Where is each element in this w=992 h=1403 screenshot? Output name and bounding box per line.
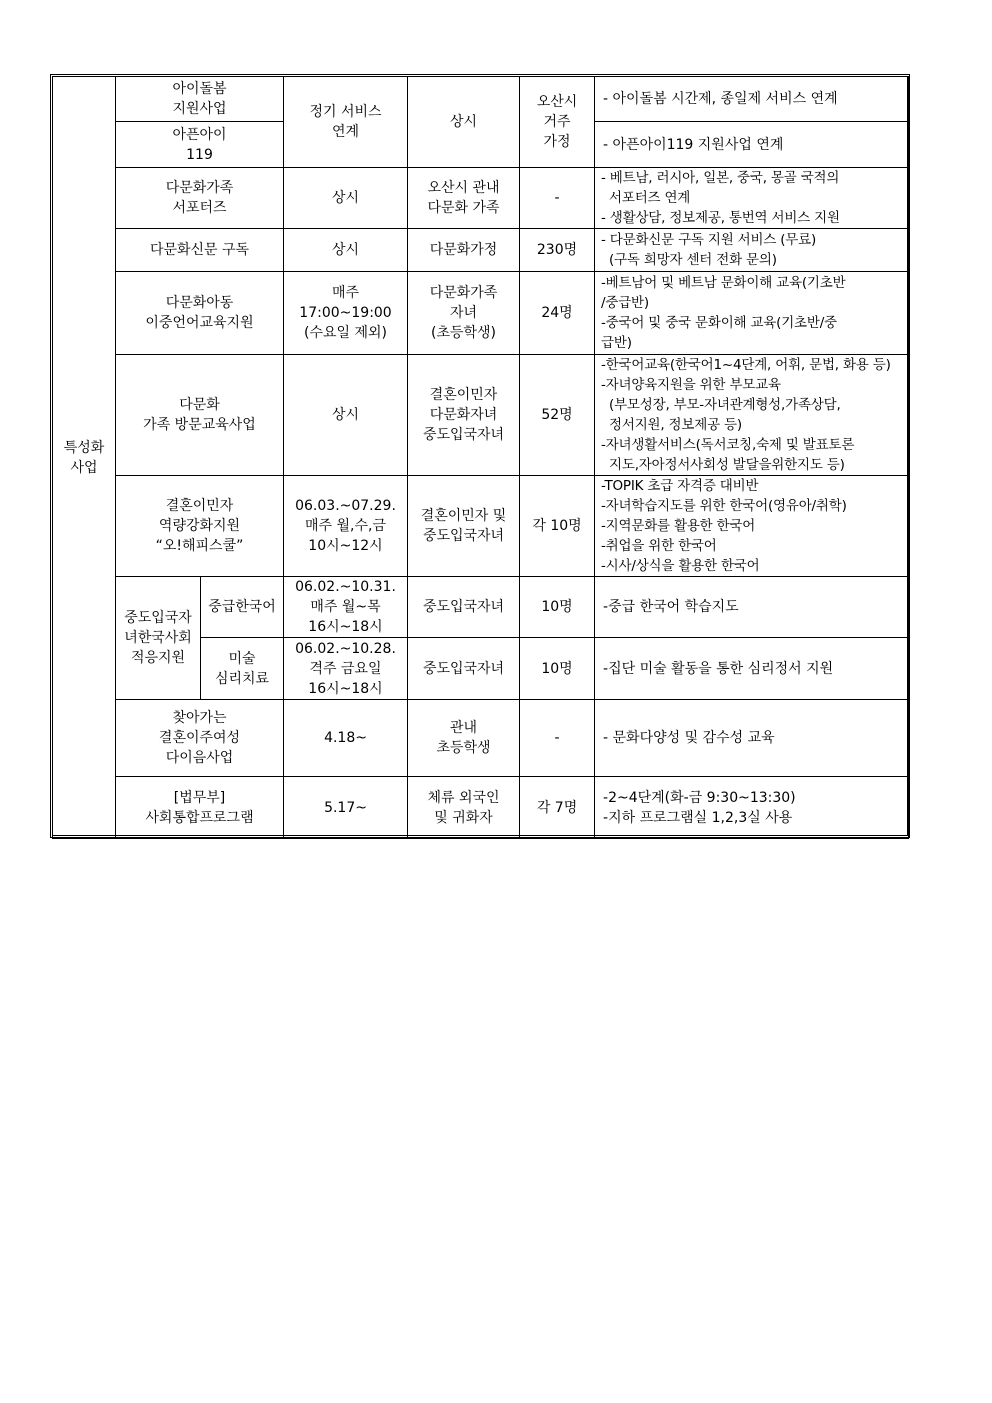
target-cell: 결혼이민자 및 중도입국자녀 xyxy=(408,476,520,577)
table-row xyxy=(53,77,909,122)
content-cell: - 베트남, 러시아, 일본, 중국, 몽골 국적의 서포터즈 연계 - 생활상담, 정보제공, 통번역 서비스 지원 xyxy=(595,168,909,229)
schedule-cell: 상시 xyxy=(284,168,408,229)
count-cell: 10명 xyxy=(520,638,595,700)
table-row xyxy=(53,168,909,229)
target-cell: 다문화가족 자녀 (초등학생) xyxy=(408,272,520,355)
target-cell: 중도입국자녀 xyxy=(408,638,520,700)
program-cell: 다문화가족 서포터즈 xyxy=(116,168,284,229)
table-row xyxy=(53,476,909,577)
count-cell: 230명 xyxy=(520,229,595,272)
program-cell: 찾아가는 결혼이주여성 다이음사업 xyxy=(116,700,284,777)
target-cell: 오산시 관내 다문화 가족 xyxy=(408,168,520,229)
target-cell: 다문화가정 xyxy=(408,229,520,272)
table-row xyxy=(53,777,909,839)
schedule-cell: 4.18~ xyxy=(284,700,408,777)
schedule-cell: 상시 xyxy=(284,355,408,476)
program-table xyxy=(52,76,909,839)
section-label: 특성화 xyxy=(63,439,105,456)
target-cell: 체류 외국인 및 귀화자 xyxy=(408,777,520,839)
content-cell: -한국어교육(한국어1~4단계, 어휘, 문법, 화용 등) -자녀양육지원을 위한 부모교육 (부모성장, 부모-자녀관계형성,가족상담, 정서지원, 정보제공 등) -자녀생활서비스(독서코칭,숙제 및 발표토론 지도,자아정서사회성 발달을위한지도 등) xyxy=(595,355,909,476)
count-cell: 각 10명 xyxy=(520,476,595,577)
content-cell: - 아픈아이119 지원사업 연계 xyxy=(595,122,909,168)
target-cell: 중도입국자녀 xyxy=(408,577,520,638)
schedule-cell: 06.03.~07.29. 매주 월,수,금 10시~12시 xyxy=(284,476,408,577)
content-cell: -집단 미술 활동을 통한 심리정서 지원 xyxy=(595,638,909,700)
table-row xyxy=(53,577,909,638)
section-label-cell xyxy=(53,77,116,839)
program-cell: 다문화신문 구독 xyxy=(116,229,284,272)
content-cell: -중급 한국어 학습지도 xyxy=(595,577,909,638)
schedule-cell: 상시 xyxy=(284,229,408,272)
content-cell: - 문화다양성 및 감수성 교육 xyxy=(595,700,909,777)
schedule-cell: 매주 17:00~19:00 (수요일 제외) xyxy=(284,272,408,355)
program-cell: 아픈아이 119 xyxy=(116,122,284,168)
content-cell: -TOPIK 초급 자격증 대비반 -자녀학습지도를 위한 한국어(영유아/취학) -지역문화를 활용한 한국어 -취업을 위한 한국어 -시사/상식을 활용한 한국어 xyxy=(595,476,909,577)
content-cell: -베트남어 및 베트남 문화이해 교육(기초반 /중급반) -중국어 및 중국 문화이해 교육(기초반/중 급반) xyxy=(595,272,909,355)
table-row xyxy=(53,229,909,272)
count-cell: - xyxy=(520,168,595,229)
section-label: 사업 xyxy=(70,459,98,476)
count-cell: 각 7명 xyxy=(520,777,595,839)
program-cell: 결혼이민자 역량강화지원 “오!해피스쿨” xyxy=(116,476,284,577)
count-cell: 24명 xyxy=(520,272,595,355)
count-cell: 10명 xyxy=(520,577,595,638)
content-cell: - 아이돌봄 시간제, 종일제 서비스 연계 xyxy=(595,77,909,122)
count-cell: - xyxy=(520,700,595,777)
schedule-cell: 06.02.~10.28. 격주 금요일 16시~18시 xyxy=(284,638,408,700)
table-row xyxy=(53,355,909,476)
content-cell: -2~4단계(화-금 9:30~13:30) -지하 프로그램실 1,2,3실 사용 xyxy=(595,777,909,839)
target-cell: 상시 xyxy=(408,77,520,168)
program-cell: 미술 심리치료 xyxy=(201,638,284,700)
count-cell: 52명 xyxy=(520,355,595,476)
schedule-cell: 5.17~ xyxy=(284,777,408,839)
program-cell: [법무부] 사회통합프로그램 xyxy=(116,777,284,839)
content-cell: - 다문화신문 구독 지원 서비스 (무료) (구독 희망자 센터 전화 문의) xyxy=(595,229,909,272)
target-cell: 결혼이민자 다문화자녀 중도입국자녀 xyxy=(408,355,520,476)
target-cell: 관내 초등학생 xyxy=(408,700,520,777)
program-cell: 다문화 가족 방문교육사업 xyxy=(116,355,284,476)
group-cell: 중도입국자 녀한국사회 적응지원 xyxy=(116,577,201,700)
program-cell: 다문화아동 이중언어교육지원 xyxy=(116,272,284,355)
schedule-cell: 정기 서비스 연계 xyxy=(284,77,408,168)
schedule-cell: 06.02.~10.31. 매주 월~목 16시~18시 xyxy=(284,577,408,638)
count-cell: 오산시 거주 가정 xyxy=(520,77,595,168)
program-cell: 아이돌봄 지원사업 xyxy=(116,77,284,122)
table-row xyxy=(53,700,909,777)
program-cell: 중급한국어 xyxy=(201,577,284,638)
table-row xyxy=(53,272,909,355)
